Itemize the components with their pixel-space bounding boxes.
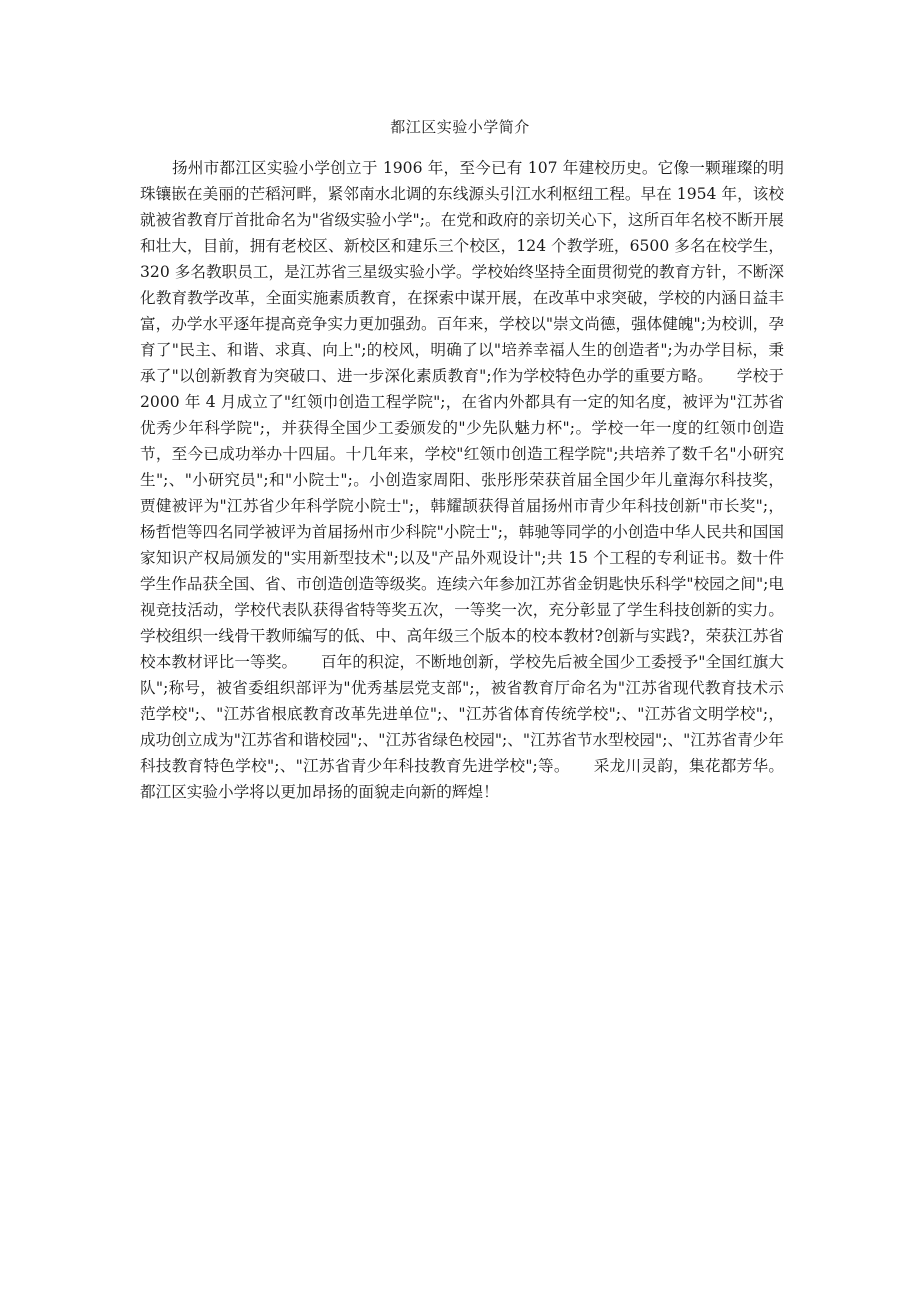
document-title: 都江区实验小学简介: [390, 118, 530, 136]
document-body-paragraph: 扬州市都江区实验小学创立于 1906 年，至今已有 107 年建校历史。它像一颗璀璨的明珠镶嵌在美丽的芒稻河畔，紧邻南水北调的东线源头引江水利枢纽工程。早在 1954 年，该校就被省教育厅首批命名为"省级实验小学";。在党和政府的亲切关心下，这所百年名校不断开展和壮大，目前，拥有老校区、新校区和建乐三个校区，124 个教学班，6500 多名在校学生，320 多名教职员工，是江苏省三星级实验小学。学校始终坚持全面贯彻党的教育方针，不断深化教育教学改革，全面实施素质教育，在探索中谋开展，在改革中求突破，学校的内涵日益丰富，办学水平逐年提高竞争实力更加强劲。百年来，学校以"崇文尚德，强体健魄";为校训，孕育了"民主、和谐、求真、向上";的校风，明确了以"培养幸福人生的创造者";为办学目标，秉承了"以创新教育为突破口、进一步深化素质教育";作为学校特色办学的重要方略。 学校于 2000 年 4 月成立了"红领巾创造工程学院";，在省内外都具有一定的知名度，被评为"江苏省优秀少年科学院";，并获得全国少工委颁发的"少先队魅力杯";。学校一年一度的红领巾创造节，至今已成功举办十四届。十几年来，学校"红领巾创造工程学院";共培养了数千名"小研究生";、"小研究员";和"小院士";。小创造家周阳、张彤彤荣获首届全国少年儿童海尔科技奖，贾健被评为"江苏省少年科学院小院士";，韩耀颉获得首届扬州市青少年科技创新"市长奖";，杨哲恺等四名同学被评为首届扬州市少科院"小院士";，韩驰等同学的小创造中华人民共和国国家知识产权局颁发的"实用新型技术";以及"产品外观设计";共 15 个工程的专利证书。数十件学生作品获全国、省、市创造创造等级奖。连续六年参加江苏省金钥匙快乐科学"校园之间";电视竞技活动，学校代表队获得省特等奖五次，一等奖一次，充分彰显了学生科技创新的实力。学校组织一线骨干教师编写的低、中、高年级三个版本的校本教材?创新与实践?，荣获江苏省校本教材评比一等奖。 百年的积淀，不断地创新，学校先后被全国少工委授予"全国红旗大队";称号，被省委组织部评为"优秀基层党支部";，被省教育厅命名为"江苏省现代教育技术示范学校";、"江苏省根底教育改革先进单位";、"江苏省体育传统学校";、"江苏省文明学校";，成功创立成为"江苏省和谐校园";、"江苏省绿色校园";、"江苏省节水型校园";、"江苏省青少年科技教育特色学校";、"江苏省青少年科技教育先进学校";等。 采龙川灵韵，集花都芳华。都江区实验小学将以更加昂扬的面貌走向新的辉煌！: [140, 159, 784, 801]
